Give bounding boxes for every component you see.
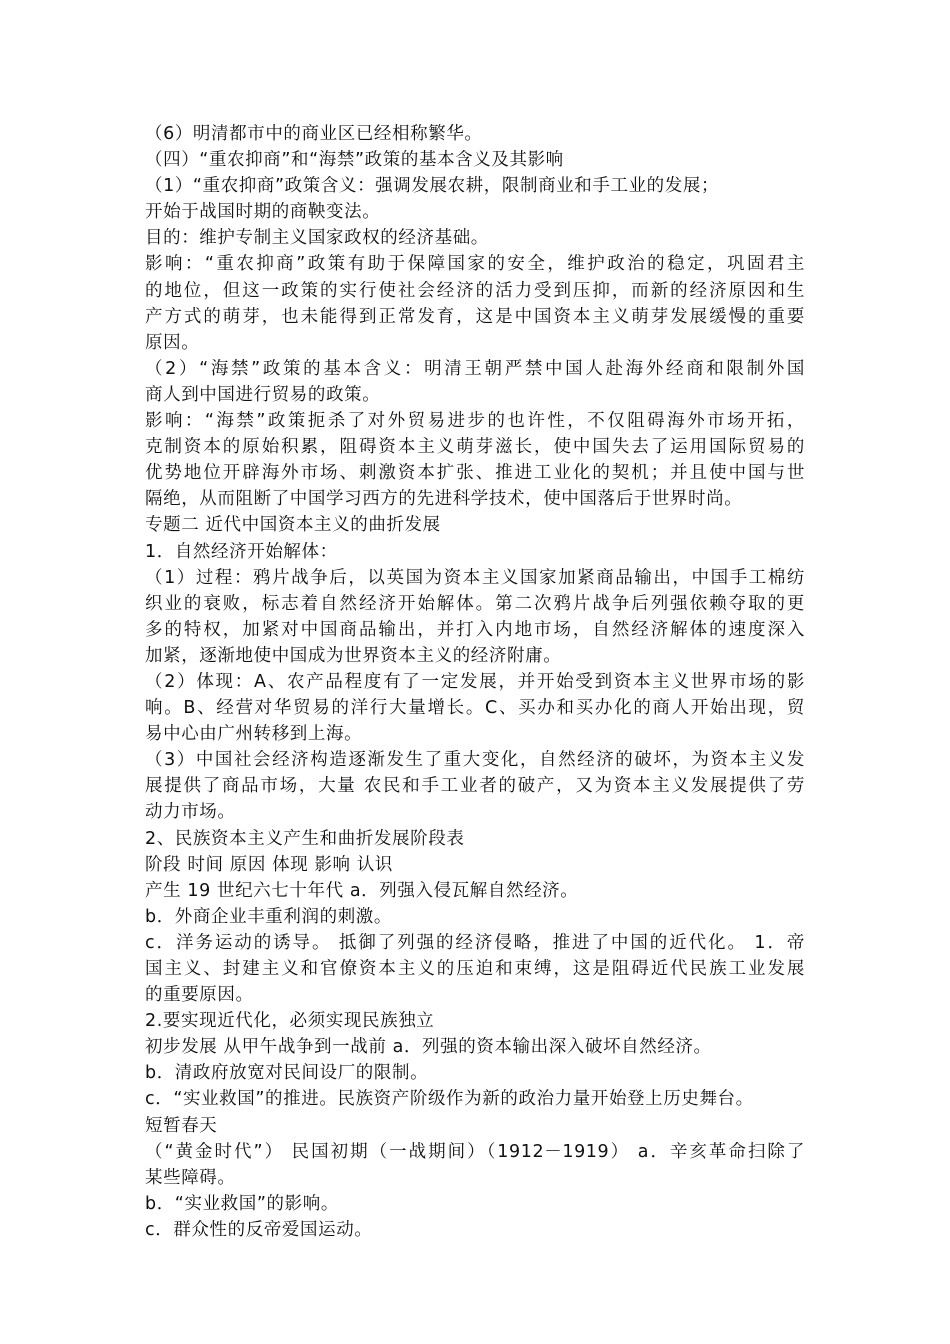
text-line: c．洋务运动的诱导。 抵御了列强的经济侵略，推进了中国的近代化。 1．帝 (145, 932, 805, 953)
text-line: 影响：“重农抑商”政策有助于保障国家的安全，维护政治的稳定，巩固君主 (145, 254, 805, 275)
text-line: 动力市场。 (145, 802, 236, 823)
text-line: 1．自然经济开始解体： (145, 541, 338, 562)
text-line: （1）过程：鸦片战争后，以英国为资本主义国家加紧商品输出，中国手工棉纺 (145, 567, 805, 588)
text-line: 多的特权，加紧对中国商品输出，并打入内地市场，自然经济解体的速度深入 (145, 619, 805, 640)
text-line: 的重要原因。 (145, 985, 254, 1006)
text-line: 织业的衰败，标志着自然经济开始解体。第二次鸦片战争后列强依赖夺取的更 (145, 593, 805, 614)
text-line: 目的：维护专制主义国家政权的经济基础。 (145, 228, 489, 249)
text-line: 2.要实现近代化，必须实现民族独立 (145, 1011, 435, 1032)
text-line: 响。B、经营对华贸易的洋行大量增长。C、买办和买办化的商人开始出现，贸 (145, 698, 805, 719)
section-heading: 2、民族资本主义产生和曲折发展阶段表 (145, 828, 465, 849)
table-header-line: 阶段 时间 原因 体现 影响 认识 (145, 854, 394, 875)
text-line: （2）“海禁”政策的基本含义：明清王朝严禁中国人赴海外经商和限制外国 (145, 358, 805, 379)
text-line: 易中心由广州转移到上海。 (145, 724, 363, 745)
text-line: 初步发展 从甲午战争到一战前 a．列强的资本输出深入破坏自然经济。 (145, 1037, 712, 1058)
text-line: 克制资本的原始积累，阻碍资本主义萌芽滋长，使中国失去了运用国际贸易的 (145, 437, 805, 458)
document-body (145, 121, 805, 1243)
text-line: c．“实业救国”的推进。民族资产阶级作为新的政治力量开始登上历史舞台。 (145, 1089, 754, 1110)
text-line: （1）“重农抑商”政策含义：强调发展农耕，限制商业和手工业的发展； (145, 176, 720, 197)
text-line: 隔绝，从而阻断了中国学习西方的先进科学技术，使中国落后于世界时尚。 (145, 489, 743, 510)
text-line: （“黄金时代”） 民国初期（一战期间）（1912－1919） a．辛亥革命扫除了 (145, 1141, 805, 1162)
section-heading: （四）“重农抑商”和“海禁”政策的基本含义及其影响 (145, 150, 564, 171)
text-line: 原因。 (145, 332, 200, 353)
text-line: 展提供了商品市场，大量 农民和手工业者的破产，又为资本主义发展提供了劳 (145, 776, 805, 797)
text-line: （3）中国社会经济构造逐渐发生了重大变化，自然经济的破坏，为资本主义发 (145, 750, 805, 771)
text-line: b．清政府放宽对民间设厂的限制。 (145, 1063, 429, 1084)
text-line: c．群众性的反帝爱国运动。 (145, 1219, 373, 1240)
text-line: 产方式的萌芽，也未能得到正常发育，这是中国资本主义萌芽发展缓慢的重要 (145, 306, 805, 327)
text-line: 国主义、封建主义和官僚资本主义的压迫和束缚，这是阻碍近代民族工业发展 (145, 959, 805, 979)
text-line: b．外商企业丰重利润的刺激。 (145, 906, 393, 927)
section-heading: 专题二 近代中国资本主义的曲折发展 (145, 515, 441, 536)
text-line: 短暂春天 (145, 1115, 218, 1136)
text-line: （2）体现：A、农产品程度有了一定发展，并开始受到资本主义世界市场的影 (145, 671, 805, 692)
text-line: 某些障碍。 (145, 1167, 236, 1188)
text-line: b．“实业救国”的影响。 (145, 1193, 339, 1214)
text-line: 优势地位开辟海外市场、刺激资本扩张、推进工业化的契机；并且使中国与世 (145, 463, 805, 484)
text-line: 产生 19 世纪六七十年代 a．列强入侵瓦解自然经济。 (145, 880, 579, 901)
text-line: 加紧，逐渐地使中国成为世界资本主义的经济附庸。 (145, 645, 562, 666)
text-line: （6）明清都市中的商业区已经相称繁华。 (145, 124, 483, 144)
text-line: 商人到中国进行贸易的政策。 (145, 384, 381, 405)
text-line: 影响：“海禁”政策扼杀了对外贸易进步的也许性，不仅阻碍海外市场开拓， (145, 411, 805, 432)
text-line: 的地位，但这一政策的实行使社会经济的活力受到压抑，而新的经济原因和生 (145, 280, 805, 301)
text-line: 开始于战国时期的商鞅变法。 (145, 202, 381, 223)
